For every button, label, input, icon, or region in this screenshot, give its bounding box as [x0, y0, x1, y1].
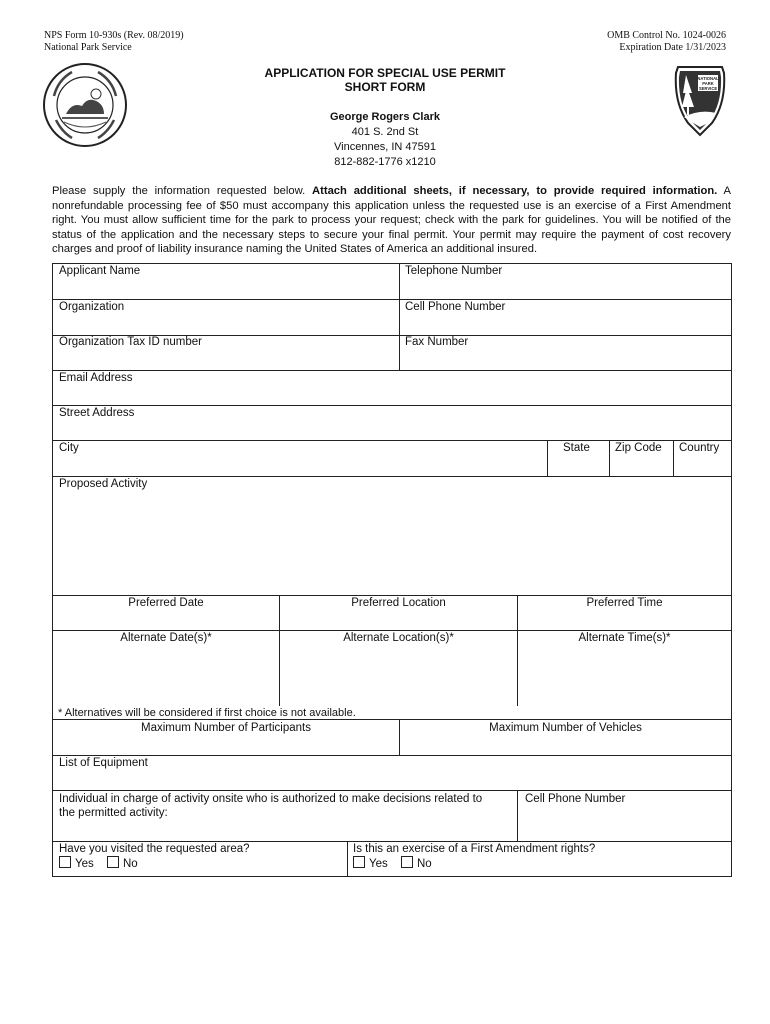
agency-name: National Park Service: [44, 42, 132, 53]
form-title: [200, 66, 570, 94]
max-participants-field[interactable]: Maximum Number of Participants: [141, 722, 311, 734]
park-street: 401 S. 2nd St: [351, 126, 419, 138]
zip-code-field[interactable]: Zip Code: [615, 442, 662, 454]
preferred-time-field[interactable]: Preferred Time: [586, 597, 663, 609]
individual-in-charge-line1: Individual in charge of activity onsite who is authorized to make decisions related to: [59, 793, 483, 805]
tax-id-field[interactable]: Organization Tax ID number: [59, 336, 202, 348]
individual-in-charge-line2: the permitted activity:: [59, 807, 168, 819]
state-field[interactable]: State: [563, 442, 590, 454]
park-address-block: [200, 110, 570, 170]
equipment-list-field[interactable]: List of Equipment: [59, 757, 148, 769]
instructions-paragraph: [52, 184, 731, 257]
form-title-line2: SHORT FORM: [344, 80, 426, 94]
first-amendment-yes-checkbox[interactable]: [353, 856, 365, 868]
expiration-date: Expiration Date 1/31/2023: [619, 42, 726, 53]
first-amendment-no-label: No: [416, 858, 432, 870]
individual-in-charge-field[interactable]: [59, 792, 482, 820]
cell-phone-field[interactable]: Cell Phone Number: [405, 301, 506, 313]
visited-no-checkbox[interactable]: [107, 856, 119, 868]
visited-no-option[interactable]: [107, 858, 138, 870]
alternatives-note: * Alternatives will be considered if first choice is not available.: [58, 707, 356, 719]
form-header-right: [607, 30, 726, 54]
park-name: George Rogers Clark: [329, 111, 441, 123]
visited-yes-label: Yes: [75, 858, 94, 870]
street-address-field[interactable]: Street Address: [59, 407, 135, 419]
permit-application-form: [52, 263, 732, 877]
first-amendment-question: [353, 842, 595, 871]
omb-control-number: OMB Control No. 1024-0026: [607, 30, 726, 41]
svg-text:NATIONAL: NATIONAL: [697, 76, 719, 81]
first-amendment-no-option[interactable]: [401, 858, 432, 870]
proposed-activity-field[interactable]: Proposed Activity: [59, 478, 148, 490]
form-title-line1: APPLICATION FOR SPECIAL USE PERMIT: [264, 66, 506, 80]
svg-text:PARK: PARK: [702, 81, 714, 86]
alternate-times-field[interactable]: Alternate Time(s)*: [578, 632, 671, 644]
form-header-left: [44, 30, 184, 54]
doi-seal-icon: [42, 62, 128, 148]
alternate-dates-field[interactable]: Alternate Date(s)*: [120, 632, 212, 644]
organization-field[interactable]: Organization: [59, 301, 125, 313]
instructions-part1: Please supply the information requested below.: [52, 185, 306, 197]
park-phone: 812-882-1776 x1210: [334, 156, 436, 168]
visited-no-label: No: [122, 858, 138, 870]
visited-area-label: Have you visited the requested area?: [59, 843, 250, 855]
preferred-location-field[interactable]: Preferred Location: [351, 597, 446, 609]
city-field[interactable]: City: [59, 442, 79, 454]
email-address-field[interactable]: Email Address: [59, 372, 133, 384]
first-amendment-yes-option[interactable]: [353, 858, 388, 870]
country-field[interactable]: Country: [679, 442, 720, 454]
alternate-locations-field[interactable]: Alternate Location(s)*: [343, 632, 454, 644]
applicant-name-field[interactable]: Applicant Name: [59, 265, 141, 277]
first-amendment-label: Is this an exercise of a First Amendment rights?: [353, 843, 596, 855]
visited-yes-checkbox[interactable]: [59, 856, 71, 868]
first-amendment-no-checkbox[interactable]: [401, 856, 413, 868]
instructions-bold: Attach additional sheets, if necessary, to provide required information.: [312, 185, 718, 197]
form-number: NPS Form 10-930s (Rev. 08/2019): [44, 30, 184, 41]
visited-yes-option[interactable]: [59, 858, 94, 870]
nps-arrowhead-icon: [672, 63, 728, 137]
telephone-number-field[interactable]: Telephone Number: [405, 265, 503, 277]
fax-number-field[interactable]: Fax Number: [405, 336, 469, 348]
individual-cell-phone-field[interactable]: Cell Phone Number: [525, 793, 626, 805]
first-amendment-yes-label: Yes: [369, 858, 388, 870]
instructions-part2: A nonrefundable processing fee of $50 must accompany this application unless the requested use is an exercise of a First Amendment right. You must allow sufficient time for the park to process your request; check with the park for guidelines. You will be notified of the status of the application and the necessary steps to secure your final permit. Your permit may require the payment of cost recovery charges and proof of liability insurance naming the United States of America an additional insured.: [52, 185, 731, 255]
visited-area-question: [59, 842, 250, 871]
max-vehicles-field[interactable]: Maximum Number of Vehicles: [489, 722, 642, 734]
park-city: Vincennes, IN 47591: [334, 141, 436, 153]
preferred-date-field[interactable]: Preferred Date: [128, 597, 204, 609]
svg-text:SERVICE: SERVICE: [698, 86, 718, 91]
